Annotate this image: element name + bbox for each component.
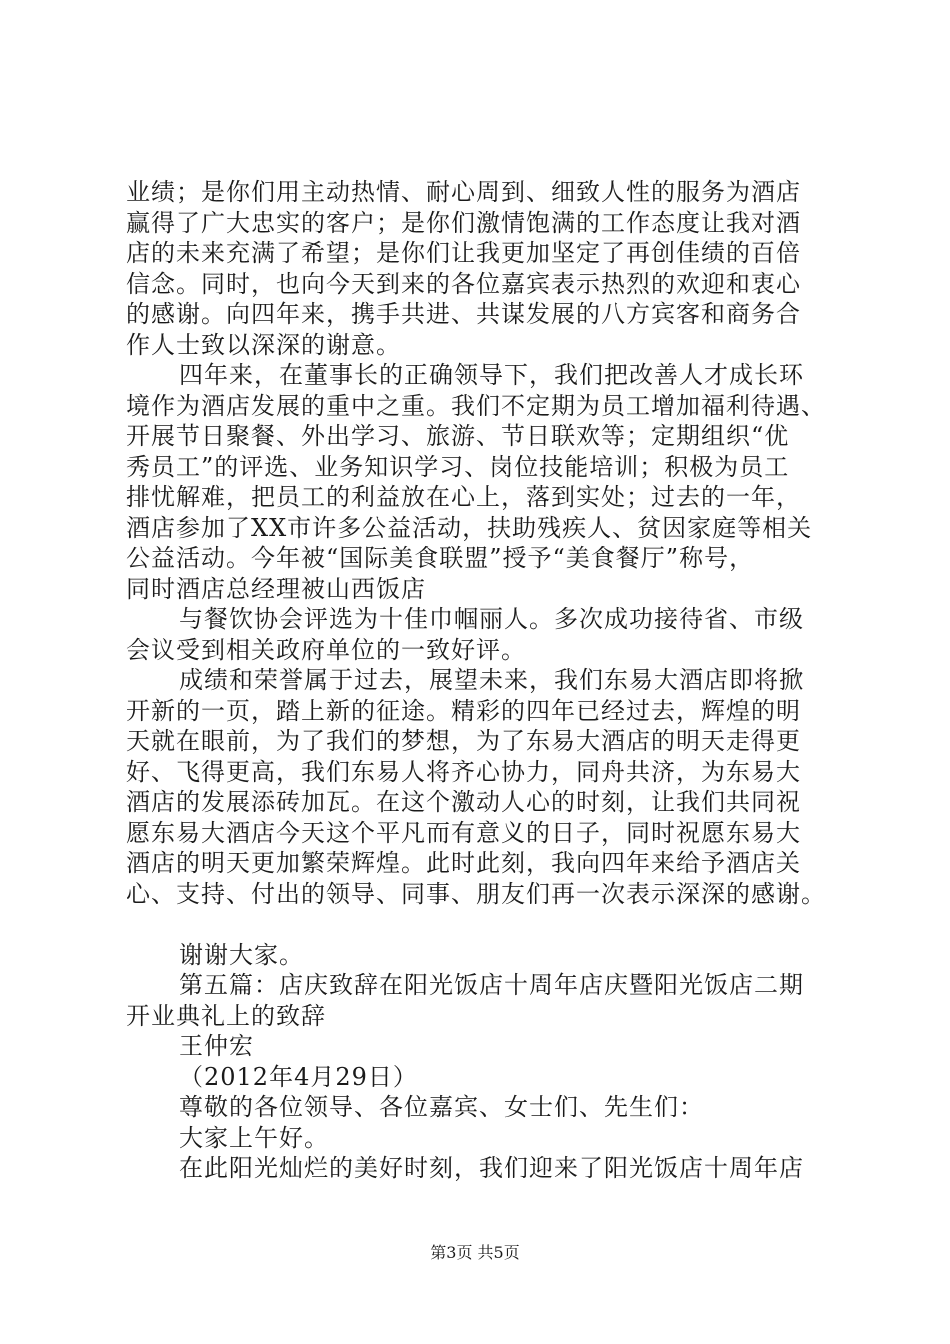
text-line: 心、支持、付出的领导、同事、朋友们再一次表示深深的感谢。 [126,879,826,908]
text-line: 开新的一页，踏上新的征途。精彩的四年已经过去，辉煌的明 [126,696,801,725]
text-line: 愿东易大酒店今天这个平凡而有意义的日子，同时祝愿东易大 [126,818,801,847]
text-line: 与餐饮协会评选为十佳巾帼丽人。多次成功接待省、市级 [179,605,804,633]
text-line: 境作为酒店发展的重中之重。我们不定期为员工增加福利待遇、 [126,391,826,420]
text-line: 同时酒店总经理被山西饭店 [126,574,426,603]
text-line: 谢谢大家。 [179,940,304,969]
text-line: 开展节日聚餐、外出学习、旅游、节日联欢等；定期组织“优 [126,422,790,450]
text-line: 大家上午好。 [179,1123,329,1152]
text-line: 排忧解难，把员工的利益放在心上，落到实处；过去的一年， [126,483,801,511]
page-footer: 第3页 共5页 [430,1243,520,1262]
text-line: 尊敬的各位领导、各位嘉宾、女士们、先生们： [179,1093,704,1121]
text-line: 赢得了广大忠实的客户；是你们激情饱满的工作态度让我对酒 [126,208,801,237]
text-line: 开业典礼上的致辞 [126,1001,326,1030]
text-line: 酒店参加了XX市许多公益活动，扶助残疾人、贫因家庭等相关 [126,513,813,542]
text-line: 作人士致以深深的谢意。 [126,330,401,359]
text-line: 会议受到相关政府单位的一致好评。 [126,635,526,664]
text-line: 的感谢。向四年来，携手共进、共谋发展的八方宾客和商务合 [126,300,801,328]
text-line: 四年来，在董事长的正确领导下，我们把改善人才成长环 [179,361,804,389]
text-line: 秀员工”的评选、业务知识学习、岗位技能培训；积极为员工 [126,452,790,481]
text-line: 店的未来充满了希望；是你们让我更加坚定了再创佳绩的百倍 [126,239,801,267]
text-line: 好、飞得更高，我们东易人将齐心协力，同舟共济，为东易大 [126,757,801,786]
blank-line [126,909,850,940]
text-line: 信念。同时，也向今天到来的各位嘉宾表示热烈的欢迎和衷心 [126,269,801,298]
text-line: 天就在眼前，为了我们的梦想，为了东易大酒店的明天走得更 [126,727,801,755]
text-line: 成绩和荣誉属于过去，展望未来，我们东易大酒店即将掀 [179,666,804,694]
text-line: 王仲宏 [179,1032,254,1060]
document-body [126,177,850,1184]
text-line: 公益活动。今年被“国际美食联盟”授予“美食餐厅”称号， [126,544,755,572]
text-line: 在此阳光灿烂的美好时刻，我们迎来了阳光饭店十周年店 [179,1154,804,1182]
text-line: 酒店的发展添砖加瓦。在这个激动人心的时刻，让我们共同祝 [126,788,801,816]
text-line: 酒店的明天更加繁荣辉煌。此时此刻，我向四年来给予酒店关 [126,849,801,877]
text-line: 第五篇：店庆致辞在阳光饭店十周年店庆暨阳光饭店二期 [179,971,804,999]
text-line: 业绩；是你们用主动热情、耐心周到、细致人性的服务为酒店 [126,178,801,206]
text-line: （2012年4月29日） [179,1062,418,1091]
